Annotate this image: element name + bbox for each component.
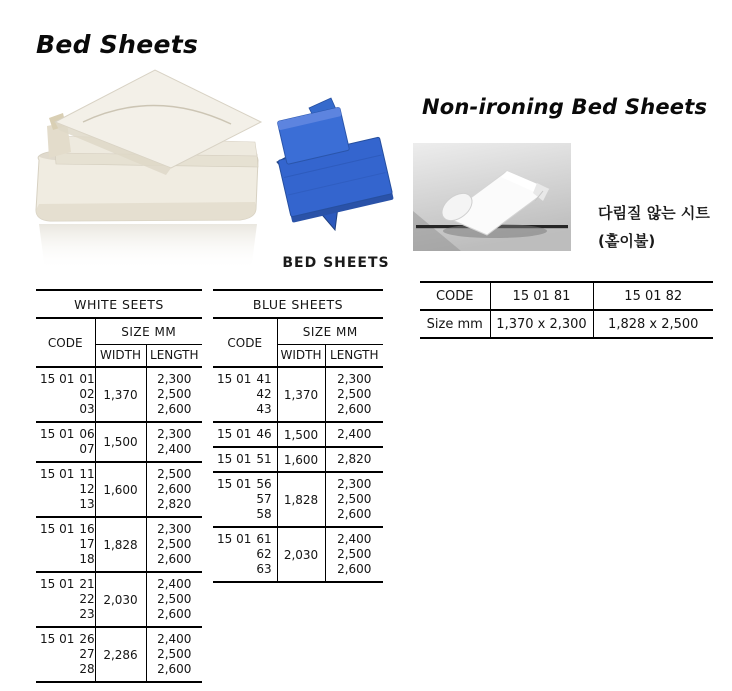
table-title-row xyxy=(213,290,383,318)
product-row xyxy=(36,572,202,627)
korean-line-2: (홑이불) xyxy=(598,232,656,250)
length-value: 2,600 xyxy=(337,562,372,576)
code-suffix: 12 xyxy=(79,482,95,496)
code-suffix: 41 xyxy=(256,372,272,386)
white-table-body xyxy=(36,367,202,682)
non-ironing-photo xyxy=(413,143,571,251)
width-cell: 1,828 xyxy=(95,517,146,572)
code-cell xyxy=(213,422,277,447)
spec-table-body xyxy=(420,282,713,338)
code-suffix: 56 xyxy=(256,477,272,491)
length-value: 2,600 xyxy=(157,662,192,676)
spec-value: 1,828 x 2,500 xyxy=(593,310,713,338)
product-row xyxy=(36,422,202,462)
code-cell xyxy=(36,367,95,422)
length-value: 2,300 xyxy=(157,522,192,536)
length-value: 2,500 xyxy=(337,387,372,401)
table-title-row xyxy=(36,290,202,318)
folded-sheet-stack xyxy=(273,100,394,223)
length-cell xyxy=(146,367,202,422)
spec-label: CODE xyxy=(420,282,490,310)
length-cell xyxy=(325,527,383,582)
length-cell xyxy=(325,447,383,472)
code-cell xyxy=(36,572,95,627)
width-cell: 1,600 xyxy=(95,462,146,517)
length-value: 2,400 xyxy=(157,442,192,456)
code-prefix: 15 01 xyxy=(217,372,252,386)
blue-sheets-photo xyxy=(273,96,399,236)
length-value: 2,820 xyxy=(157,497,192,511)
code-suffixes xyxy=(79,427,94,457)
length-value: 2,400 xyxy=(337,427,372,441)
code-suffix: 42 xyxy=(256,387,272,401)
blue-table-title: BLUE SHEETS xyxy=(213,290,383,318)
code-suffix: 51 xyxy=(256,452,272,466)
spec-row xyxy=(420,310,713,338)
width-column-header: WIDTH xyxy=(95,345,146,368)
length-value: 2,400 xyxy=(157,577,192,591)
blue-sheets-table xyxy=(213,289,383,583)
code-suffix: 18 xyxy=(79,552,95,566)
length-value: 2,600 xyxy=(337,402,372,416)
product-row xyxy=(36,462,202,517)
width-column-header: WIDTH xyxy=(277,345,325,368)
code-suffixes xyxy=(256,477,271,522)
blue-sheets-caption: BED SHEETS xyxy=(282,255,390,271)
code-suffix: 63 xyxy=(256,562,272,576)
code-prefix: 15 01 xyxy=(217,427,252,441)
table-header-row xyxy=(36,318,202,345)
length-cell xyxy=(325,367,383,422)
white-sheets-photo xyxy=(25,64,265,274)
length-cell xyxy=(146,462,202,517)
product-row xyxy=(36,517,202,572)
size-mm-header: SIZE MM xyxy=(277,318,383,345)
length-value: 2,300 xyxy=(157,372,192,386)
non-ironing-title: Non-ironing Bed Sheets xyxy=(422,95,708,119)
length-cell xyxy=(146,422,202,462)
code-prefix: 15 01 xyxy=(40,467,75,481)
width-cell: 2,030 xyxy=(95,572,146,627)
korean-description xyxy=(598,199,710,255)
code-suffix: 43 xyxy=(256,402,272,416)
length-value: 2,500 xyxy=(157,592,192,606)
code-cell xyxy=(213,447,277,472)
product-row xyxy=(36,367,202,422)
code-suffix: 16 xyxy=(79,522,95,536)
code-suffix: 06 xyxy=(79,427,95,441)
length-column-header: LENGTH xyxy=(146,345,202,368)
code-suffixes xyxy=(79,372,94,417)
product-row xyxy=(213,447,383,472)
code-suffix: 57 xyxy=(256,492,272,506)
sheet-reflection xyxy=(39,224,257,270)
code-cell xyxy=(36,462,95,517)
code-suffixes xyxy=(256,452,271,467)
length-value: 2,600 xyxy=(157,552,192,566)
length-value: 2,600 xyxy=(157,607,192,621)
width-cell: 1,370 xyxy=(277,367,325,422)
code-suffixes xyxy=(79,577,94,622)
code-prefix: 15 01 xyxy=(40,427,75,441)
length-cell xyxy=(146,517,202,572)
blue-table-body xyxy=(213,367,383,582)
length-value: 2,400 xyxy=(157,632,192,646)
length-column-header: LENGTH xyxy=(325,345,383,368)
length-value: 2,820 xyxy=(337,452,372,466)
width-cell: 1,500 xyxy=(277,422,325,447)
code-suffix: 02 xyxy=(79,387,95,401)
length-cell xyxy=(146,572,202,627)
code-suffix: 11 xyxy=(79,467,95,481)
code-prefix: 15 01 xyxy=(40,577,75,591)
code-suffixes xyxy=(256,427,271,442)
code-suffix: 17 xyxy=(79,537,95,551)
length-value: 2,300 xyxy=(337,477,372,491)
length-value: 2,300 xyxy=(337,372,372,386)
size-mm-header: SIZE MM xyxy=(95,318,202,345)
product-row xyxy=(213,367,383,422)
white-table-title: WHITE SEETS xyxy=(36,290,202,318)
width-cell: 2,286 xyxy=(95,627,146,682)
code-suffix: 21 xyxy=(79,577,95,591)
length-cell xyxy=(146,627,202,682)
code-suffixes xyxy=(256,372,271,417)
width-cell: 1,600 xyxy=(277,447,325,472)
length-value: 2,600 xyxy=(157,402,192,416)
code-suffixes xyxy=(79,467,94,512)
code-cell xyxy=(213,367,277,422)
non-ironing-spec-table xyxy=(420,281,713,339)
code-suffix: 62 xyxy=(256,547,272,561)
length-value: 2,500 xyxy=(157,647,192,661)
length-value: 2,500 xyxy=(337,547,372,561)
code-prefix: 15 01 xyxy=(40,372,75,386)
width-cell: 1,370 xyxy=(95,367,146,422)
code-column-header: CODE xyxy=(36,318,95,367)
code-suffixes xyxy=(79,522,94,567)
code-suffix: 23 xyxy=(79,607,95,621)
spec-value: 15 01 81 xyxy=(490,282,593,310)
product-row xyxy=(213,422,383,447)
code-prefix: 15 01 xyxy=(217,532,252,546)
length-value: 2,500 xyxy=(157,387,192,401)
spec-row xyxy=(420,282,713,310)
length-value: 2,300 xyxy=(157,427,192,441)
white-sheets-table xyxy=(36,289,202,683)
length-value: 2,500 xyxy=(157,467,192,481)
code-cell xyxy=(36,517,95,572)
code-suffix: 27 xyxy=(79,647,95,661)
table-header-row xyxy=(213,318,383,345)
code-cell xyxy=(36,422,95,462)
korean-line-1: 다림질 않는 시트 xyxy=(598,204,710,222)
code-suffix: 01 xyxy=(79,372,95,386)
length-value: 2,600 xyxy=(157,482,192,496)
code-cell xyxy=(36,627,95,682)
product-row xyxy=(213,472,383,527)
product-row xyxy=(213,527,383,582)
code-prefix: 15 01 xyxy=(217,452,252,466)
width-cell: 1,828 xyxy=(277,472,325,527)
product-row xyxy=(36,627,202,682)
length-value: 2,400 xyxy=(337,532,372,546)
code-suffix: 28 xyxy=(79,662,95,676)
code-cell xyxy=(213,527,277,582)
spec-label: Size mm xyxy=(420,310,490,338)
code-prefix: 15 01 xyxy=(40,522,75,536)
non-ironing-illustration xyxy=(413,143,571,251)
width-cell: 2,030 xyxy=(277,527,325,582)
code-suffix: 61 xyxy=(256,532,272,546)
code-suffix: 26 xyxy=(79,632,95,646)
width-cell: 1,500 xyxy=(95,422,146,462)
code-suffixes xyxy=(79,632,94,677)
length-cell xyxy=(325,472,383,527)
code-suffixes xyxy=(256,532,271,577)
white-sheets-illustration xyxy=(25,64,265,274)
code-suffix: 22 xyxy=(79,592,95,606)
code-suffix: 03 xyxy=(79,402,95,416)
code-suffix: 58 xyxy=(256,507,272,521)
code-prefix: 15 01 xyxy=(40,632,75,646)
code-prefix: 15 01 xyxy=(217,477,252,491)
code-suffix: 13 xyxy=(79,497,95,511)
length-value: 2,500 xyxy=(157,537,192,551)
code-cell xyxy=(213,472,277,527)
spec-value: 1,370 x 2,300 xyxy=(490,310,593,338)
code-column-header: CODE xyxy=(213,318,277,367)
code-suffix: 07 xyxy=(79,442,95,456)
spec-value: 15 01 82 xyxy=(593,282,713,310)
length-cell xyxy=(325,422,383,447)
length-value: 2,600 xyxy=(337,507,372,521)
blue-sheets-illustration xyxy=(273,96,399,236)
code-suffix: 46 xyxy=(256,427,272,441)
length-value: 2,500 xyxy=(337,492,372,506)
page-title: Bed Sheets xyxy=(36,30,199,59)
